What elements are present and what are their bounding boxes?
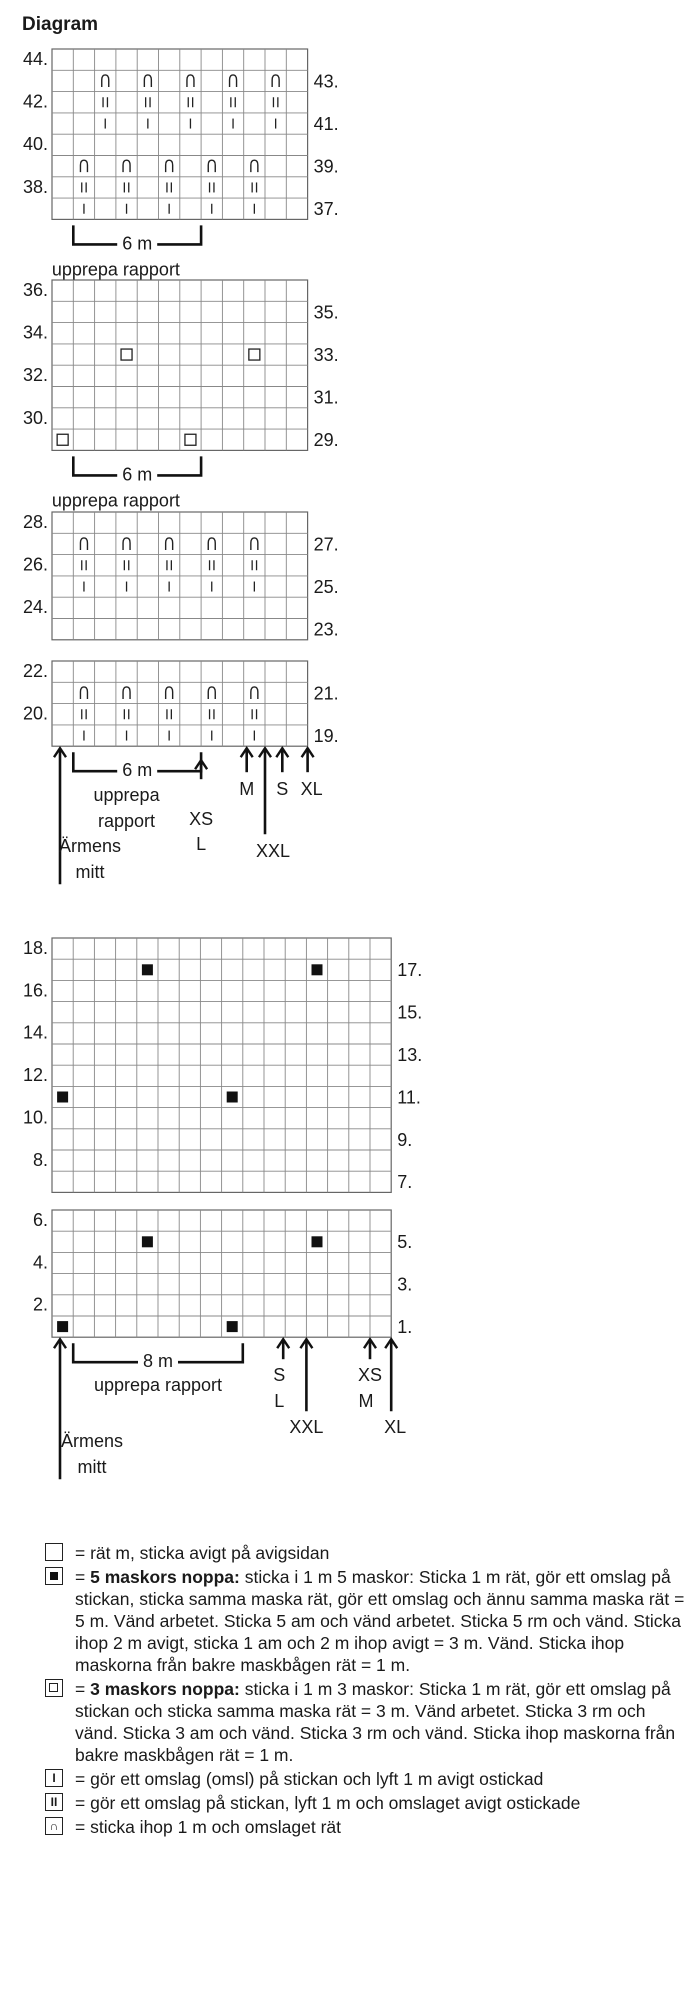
legend xyxy=(45,1542,685,1840)
repeat-text: upprepa rapport xyxy=(51,259,180,280)
row-number-right: 7. xyxy=(397,1172,413,1193)
row-number-right: 39. xyxy=(313,156,339,177)
row-number-right: 9. xyxy=(397,1129,413,1150)
legend-symbol-double-icon: II xyxy=(45,1793,63,1811)
row-number-left: 36. xyxy=(22,279,48,300)
bobble-5-symbol xyxy=(142,1236,153,1247)
legend-text: = gör ett omslag på stickan, lyft 1 m och omslaget avigt ostickade xyxy=(75,1793,581,1813)
sleeve-center-label: mitt xyxy=(77,1457,107,1478)
legend-symbol-filled-icon xyxy=(45,1567,63,1585)
row-number-left: 10. xyxy=(22,1107,48,1128)
legend-bold-term: 3 maskors noppa: xyxy=(90,1679,240,1699)
row-number-right: 21. xyxy=(313,683,339,704)
row-number-left: 16. xyxy=(22,980,48,1001)
size-label-xxl: XXL xyxy=(255,841,291,862)
row-number-right: 15. xyxy=(397,1002,423,1023)
legend-item xyxy=(45,1768,685,1790)
row-number-right: 31. xyxy=(313,387,339,408)
size-label-xxl: XXL xyxy=(289,1417,324,1438)
size-label-s: S xyxy=(276,779,289,800)
row-number-left: 40. xyxy=(22,134,48,155)
row-number-right: 11. xyxy=(397,1087,421,1108)
legend-item xyxy=(45,1566,685,1676)
bobble-5-symbol xyxy=(57,1321,68,1332)
legend-description: sticka i 1 m 3 maskor: Sticka 1 m rät, gör ett omslag på stickan och sticka samma maska rät = 3 m. Vänd arbetet. Sticka 3 rm och vänd. Sticka 3 am och vänd. Sticka 3 rm och vänd. Sticka ihop maskorna från bakre maskbågen rät = 1 m. xyxy=(75,1679,676,1765)
row-number-left: 30. xyxy=(22,407,48,428)
size-label-l: L xyxy=(274,1391,285,1412)
bobble-5-symbol xyxy=(312,964,323,975)
size-label-l: L xyxy=(196,834,207,855)
row-number-right: 19. xyxy=(313,725,339,746)
legend-symbol-empty-icon xyxy=(45,1543,63,1561)
row-number-right: 35. xyxy=(313,302,339,323)
repeat-text: upprepa rapport xyxy=(93,1375,223,1396)
legend-description: sticka i 1 m 5 maskor: Sticka 1 m rät, gör ett omslag på stickan, sticka samma maska rät, gör ett omslag och ännu samma maska rät = 5 m. Vänd arbetet. Sticka 5 am och vänd arbetet. Sticka 5 rm och vänd. Sticka ihop 2 m avigt, sticka 1 am och 2 m ihop avigt = 3 m. Vänd. Sticka ihop maskorna från bakre maskbågen rät = 1 m. xyxy=(75,1567,685,1675)
legend-text: = gör ett omslag (omsl) på stickan och lyft 1 m avigt ostickad xyxy=(75,1769,544,1789)
row-number-right: 1. xyxy=(397,1316,413,1337)
row-number-left: 2. xyxy=(32,1294,48,1315)
row-number-left: 8. xyxy=(32,1149,48,1170)
repeat-width-label: 6 m xyxy=(122,464,153,485)
repeat-text: upprepa rapport xyxy=(51,490,180,511)
legend-item xyxy=(45,1816,685,1838)
row-number-left: 12. xyxy=(22,1065,48,1086)
row-number-left: 14. xyxy=(22,1022,48,1043)
repeat-width-label: 6 m xyxy=(122,233,153,254)
sleeve-center-label: Ärmens xyxy=(60,1431,124,1452)
sleeve-center-label: Ärmens xyxy=(58,836,122,857)
size-label-s: S xyxy=(273,1365,286,1386)
row-number-left: 24. xyxy=(22,597,48,618)
row-number-right: 29. xyxy=(313,430,339,451)
bobble-5-symbol xyxy=(227,1321,238,1332)
size-label-xl: XL xyxy=(384,1417,407,1438)
legend-item xyxy=(45,1678,685,1766)
row-number-right: 5. xyxy=(397,1232,413,1253)
legend-symbol-hollow-icon xyxy=(45,1679,63,1697)
row-number-left: 22. xyxy=(22,660,48,681)
row-number-right: 13. xyxy=(397,1044,423,1065)
legend-bold-term: 5 maskors noppa: xyxy=(90,1567,240,1587)
size-label-m: M xyxy=(358,1391,374,1412)
row-number-right: 27. xyxy=(313,534,339,555)
size-label-xs: XS xyxy=(189,809,214,830)
legend-item xyxy=(45,1792,685,1814)
bobble-5-symbol xyxy=(227,1092,238,1103)
legend-text: = sticka ihop 1 m och omslaget rät xyxy=(75,1817,342,1837)
row-number-left: 32. xyxy=(22,365,48,386)
row-number-right: 33. xyxy=(313,344,339,365)
row-number-right: 23. xyxy=(313,619,339,640)
row-number-left: 34. xyxy=(22,322,48,343)
repeat-width-label: 8 m xyxy=(142,1351,174,1372)
repeat-text: rapport xyxy=(98,811,156,832)
bobble-5-symbol xyxy=(312,1236,323,1247)
row-number-right: 41. xyxy=(313,113,339,134)
sleeve-center-label: mitt xyxy=(75,862,105,883)
row-number-left: 4. xyxy=(32,1252,48,1273)
row-number-left: 28. xyxy=(22,511,48,532)
legend-text: = 3 maskors noppa: sticka i 1 m 3 maskor: Sticka 1 m rät, gör ett omslag på stickan och sticka samma maska rät = 3 m. Vänd arbetet. Sticka 3 rm och vänd. Sticka 3 am och vänd. Sticka 3 rm och vänd. Sticka ihop maskorna från bakre maskbågen rät = 1 m. xyxy=(75,1679,676,1765)
row-number-right: 17. xyxy=(397,960,423,981)
legend-item xyxy=(45,1542,685,1564)
row-number-left: 42. xyxy=(22,91,48,112)
row-number-left: 38. xyxy=(22,176,48,197)
repeat-width-label: 6 m xyxy=(122,760,153,781)
row-number-left: 18. xyxy=(22,937,48,958)
row-number-right: 25. xyxy=(313,576,339,597)
row-number-left: 20. xyxy=(22,703,48,724)
legend-symbol-single-icon: I xyxy=(45,1769,63,1787)
row-number-left: 26. xyxy=(22,554,48,575)
legend-text: = rät m, sticka avigt på avigsidan xyxy=(75,1543,330,1563)
row-number-left: 44. xyxy=(22,48,48,69)
legend-symbol-bind-icon: ∩ xyxy=(45,1817,63,1835)
size-label-xl: XL xyxy=(300,779,323,800)
repeat-text: upprepa xyxy=(93,785,160,806)
legend-text: = 5 maskors noppa: sticka i 1 m 5 maskor: Sticka 1 m rät, gör ett omslag på stickan, sticka samma maska rät, gör ett omslag och ännu samma maska rät = 5 m. Vänd arbetet. Sticka 5 am och vänd arbetet. Sticka 5 rm och vänd. Sticka ihop 2 m avigt, sticka 1 am och 2 m ihop avigt = 3 m. Vänd. Sticka ihop maskorna från bakre maskbågen rät = 1 m. xyxy=(75,1567,685,1675)
page-title: Diagram xyxy=(22,14,99,35)
bobble-5-symbol xyxy=(57,1092,68,1103)
row-number-right: 43. xyxy=(313,71,339,92)
size-label-m: M xyxy=(239,779,255,800)
size-label-xs: XS xyxy=(357,1365,383,1386)
row-number-right: 37. xyxy=(313,199,339,220)
row-number-left: 6. xyxy=(32,1209,48,1230)
row-number-right: 3. xyxy=(397,1274,413,1295)
bobble-5-symbol xyxy=(142,964,153,975)
